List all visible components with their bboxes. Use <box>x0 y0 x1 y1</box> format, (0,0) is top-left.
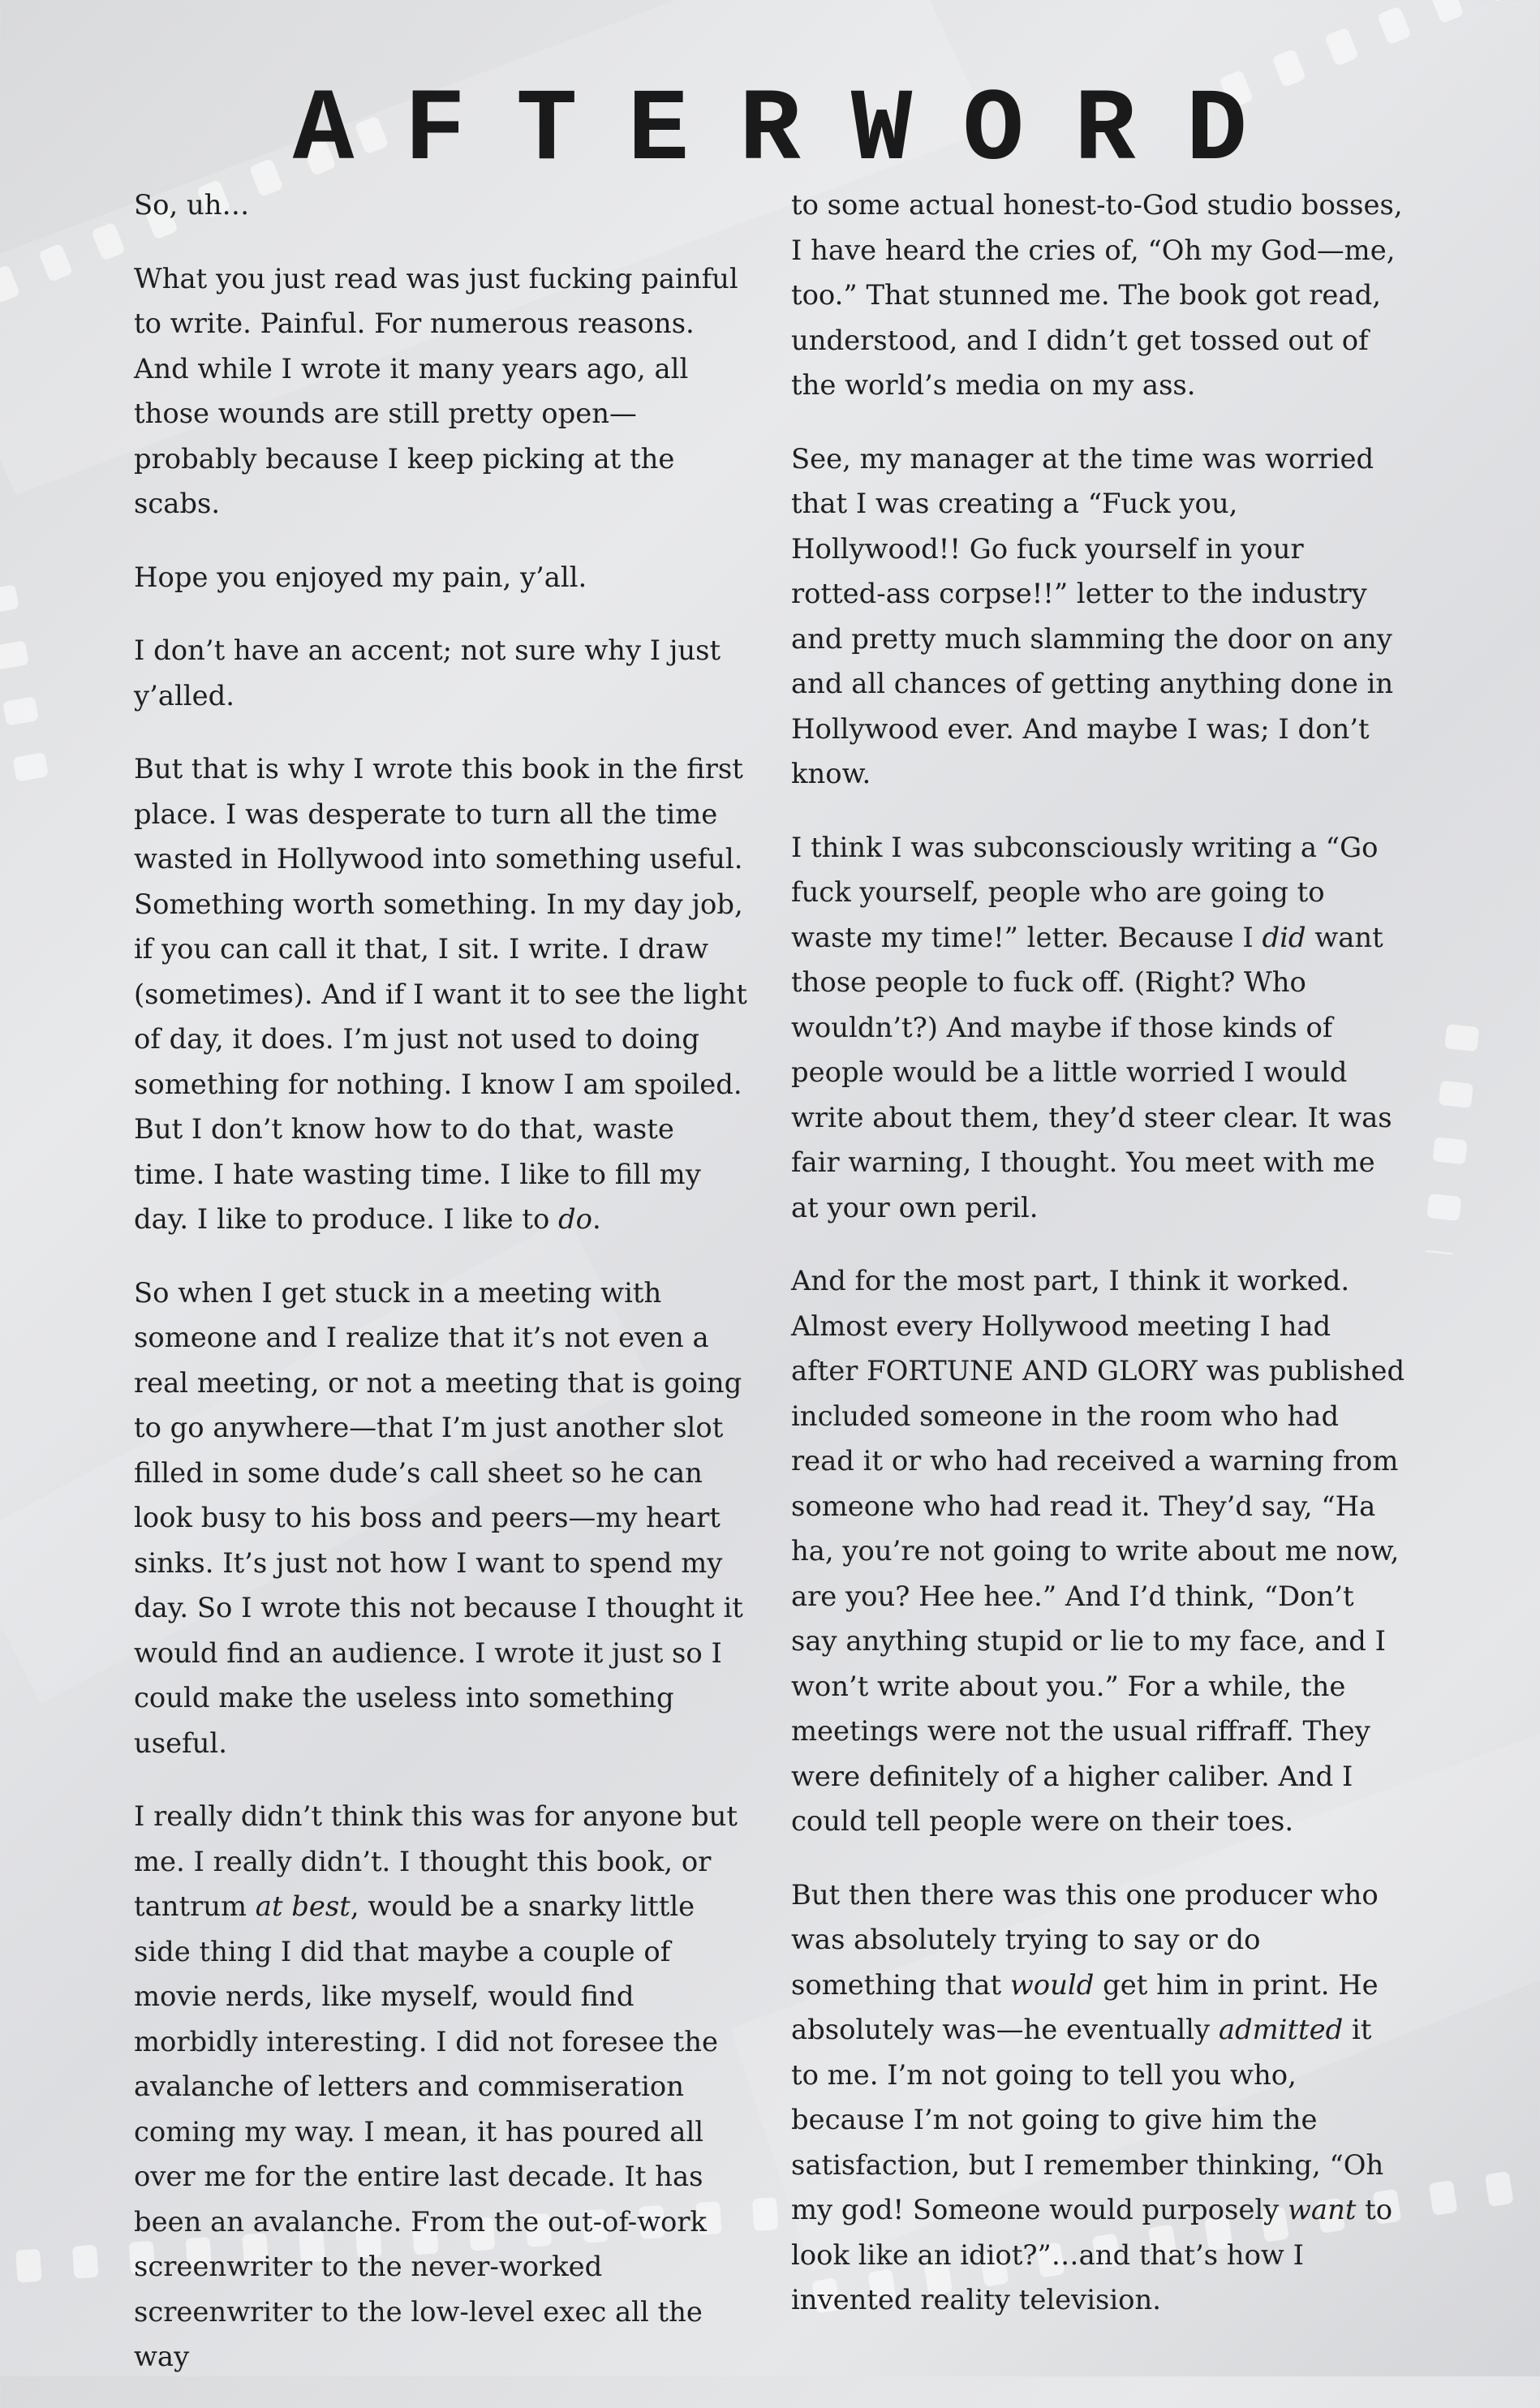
paragraph: So when I get stuck in a meeting with someone and I realize that it’s not even a real meeting, or not a meeting that is going to go anywhere—that I’m just another slot filled in some dude’s call sheet so he can look busy to his boss and peers—my heart sinks. It’s just not how I want to spend my day. So I wrote this not because I thought it would find an audience. I wrote it just so I could make the useless into something useful. <box>134 1276 743 1759</box>
emphasis: did <box>1262 921 1306 953</box>
paragraph <box>791 825 1406 1231</box>
left-column <box>134 183 749 2408</box>
emphasis: would <box>1009 1968 1095 2001</box>
text-run: it to me. I’m not going to tell you who, because I’m not going to give him the satisfaction, but I remember thinking, “Oh my god! Someone would purposely <box>791 2014 1384 2225</box>
text-run: . <box>592 1203 601 1235</box>
film-perforations-right-mid <box>1411 1008 1493 1257</box>
text-run: But that is why I wrote this book in the first place. I was desperate to turn all the time wasted in Hollywood into something useful. Something worth something. In my day job, if you can call it that, I sit. I write. I draw (sometimes). And if I want it to see the light of day, it does. I’m just not used to doing something for nothing. I know I am spoiled. But I don’t know how to do that, waste time. I hate wasting time. I like to fill my day. I like to produce. I like to <box>134 753 747 1235</box>
paragraph: What you just read was just fucking painful to write. Painful. For numerous reasons. And while I wrote it many years ago, all those wounds are still pretty open—probably because I keep picking at the scabs. <box>134 262 738 519</box>
emphasis: admitted <box>1218 2014 1344 2045</box>
text-run: I really didn’t think this was for anyone but me. I really didn’t. I thought this book, or tantrum <box>134 1800 738 1922</box>
page-title: AFTERWORD <box>292 73 1298 189</box>
right-column <box>791 183 1406 2351</box>
text-run: want those people to fuck off. (Right? Who wouldn’t?) And maybe if those kinds of people would be a little worried I would write about them, they’d steer clear. It was fair warning, I thought. You meet with me at your own peril. <box>791 921 1392 1223</box>
text-run: I think I was subconsciously writing a “Go fuck yourself, people who are going to waste my time!” letter. Because I <box>791 831 1379 953</box>
paragraph: See, my manager at the time was worried that I was creating a “Fuck you, Hollywood!! Go fuck yourself in your rotted-ass corpse!!” letter to the industry and pretty much slamming the door on any and all chances of getting anything done in Hollywood ever. And maybe I was; I don’t know. <box>791 442 1394 789</box>
emphasis: do <box>558 1203 593 1235</box>
text-run: , would be a snarky little side thing I did that maybe a couple of movie nerds, like myself, would find morbidly interesting. I did not foresee the avalanche of letters and commiseration coming my way. I mean, it has poured all over me for the entire last decade. It has been an avalanche. From the out-of-work screenwriter to the never-worked screenwriter to the low-level exec all the way <box>134 1890 719 2372</box>
paragraph <box>134 1794 749 2380</box>
text-run: get him in print. He absolutely was—he eventually <box>791 1968 1379 2045</box>
paragraph: I don’t have an accent; not sure why I just y’alled. <box>134 634 721 712</box>
text-run: to look like an idiot?”…and that’s how I invented reality television. <box>791 2194 1393 2316</box>
paragraph <box>791 1873 1406 2323</box>
paragraph: to some actual honest-to-God studio bosses, I have heard the cries of, “Oh my God—me, too.” That stunned me. The book got read, understood, and I didn’t get tossed out of the world’s media on my ass. <box>791 189 1403 401</box>
paragraph: And for the most part, I think it worked. Almost every Hollywood meeting I had after FORTUNE AND GLORY was published included someone in the room who had read it or who had received a warning from someone who had read it. They’d say, “Ha ha, you’re not going to write about me now, are you? Hee hee.” And I’d think, “Don’t say anything stupid or lie to my face, and I won’t write about you.” For a while, the meetings were not the usual riffraff. They were definitely of a higher caliber. And I could tell people were on their toes. <box>791 1265 1405 1837</box>
text-run: But then there was this one producer who was absolutely trying to say or do something that <box>791 1878 1379 2001</box>
emphasis: want <box>1288 2194 1357 2225</box>
paragraph <box>134 746 749 1242</box>
film-perforations-left-edge <box>0 568 61 785</box>
paragraph: Hope you enjoyed my pain, y’all. <box>134 561 587 593</box>
emphasis: at best <box>255 1890 351 1922</box>
paragraph: So, uh… <box>134 189 250 221</box>
